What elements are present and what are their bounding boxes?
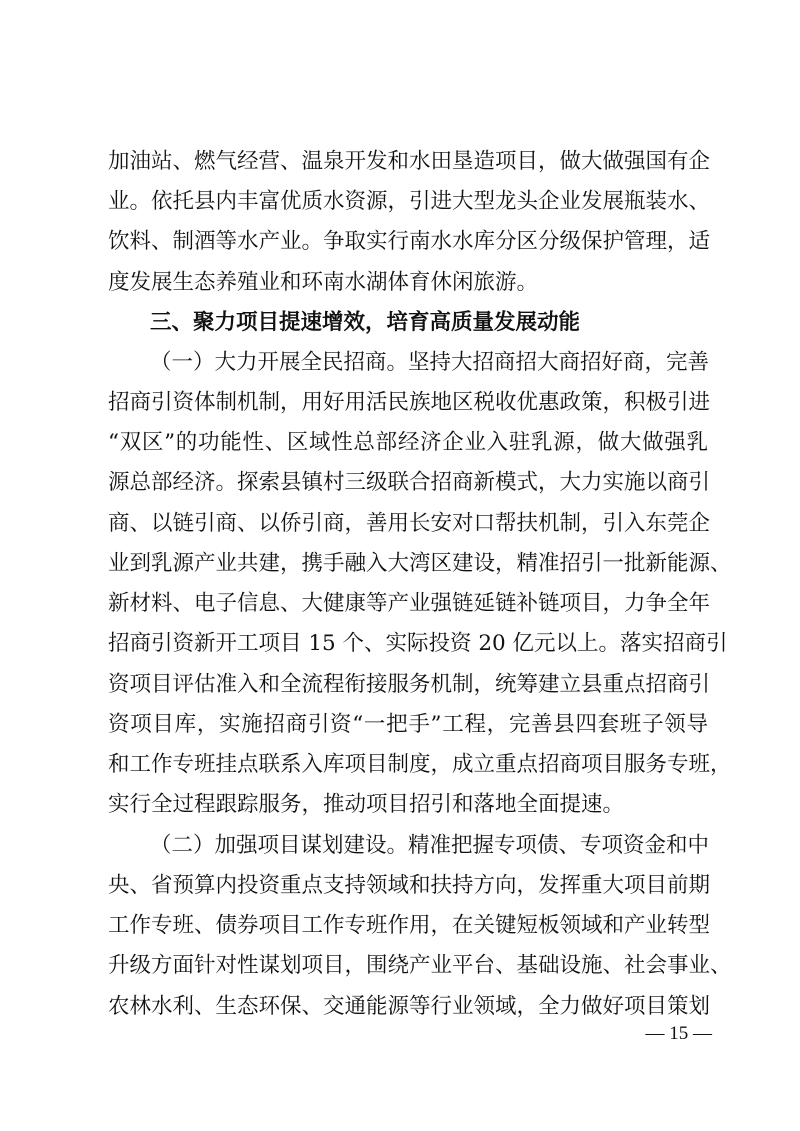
text-line-12: 新材料、电子信息、大健康等产业强链延链补链项目，力争全年 [108, 591, 711, 616]
page-number: — 15 — [645, 1023, 712, 1044]
text-line-13: 招商引资新开工项目 15 个、实际投资 20 亿元以上。落实招商引 [108, 631, 728, 656]
subsection-1-first-line: （一）大力开展全民招商。坚持大招商招大商招好商，完善 [150, 350, 710, 375]
text-line-15: 资项目库，实施招商引资“一把手”工程，完善县四套班子领导 [108, 712, 708, 737]
text-line-20: 工作专班、债券项目工作专班作用，在关键短板领域和产业转型 [108, 913, 711, 938]
text-line-4: 度发展生态养殖业和环南水湖体育休闲旅游。 [108, 270, 539, 295]
text-line-17: 实行全过程跟踪服务，推动项目招引和落地全面提速。 [108, 792, 625, 817]
text-line-21: 升级方面针对性谋划项目，围绕产业平台、基础设施、社会事业、 [108, 953, 732, 978]
text-line-19: 央、省预算内投资重点支持领域和扶持方向，发挥重大项目前期 [108, 873, 711, 898]
text-line-16: 和工作专班挂点联系入库项目制度，成立重点招商项目服务专班， [108, 752, 732, 777]
text-line-10: 商、以链引商、以侨引商，善用长安对口帮扶机制，引入东莞企 [108, 511, 711, 536]
text-line-9: 源总部经济。探索县镇村三级联合招商新模式，大力实施以商引 [108, 470, 711, 495]
text-line-2: 业。依托县内丰富优质水资源，引进大型龙头企业发展瓶装水、 [108, 189, 711, 214]
text-line-7: 招商引资体制机制，用好用活民族地区税收优惠政策，积极引进 [108, 390, 711, 415]
text-line-1: 加油站、燃气经营、温泉开发和水田垦造项目，做大做强国有企 [108, 149, 711, 174]
subsection-2-first-line: （二）加强项目谋划建设。精准把握专项债、专项资金和中 [150, 833, 710, 858]
section-heading: 三、聚力项目提速增效，培育高质量发展动能 [150, 310, 581, 335]
text-line-3: 饮料、制酒等水产业。争取实行南水水库分区分级保护管理，适 [108, 229, 711, 254]
text-line-8: “双区”的功能性、区域性总部经济企业入驻乳源，做大做强乳 [108, 430, 708, 455]
text-line-14: 资项目评估准入和全流程衔接服务机制，统筹建立县重点招商引 [108, 672, 711, 697]
text-line-11: 业到乳源产业共建，携手融入大湾区建设，精准招引一批新能源、 [108, 551, 732, 576]
text-line-22: 农林水利、生态环保、交通能源等行业领域，全力做好项目策划 [108, 994, 711, 1019]
